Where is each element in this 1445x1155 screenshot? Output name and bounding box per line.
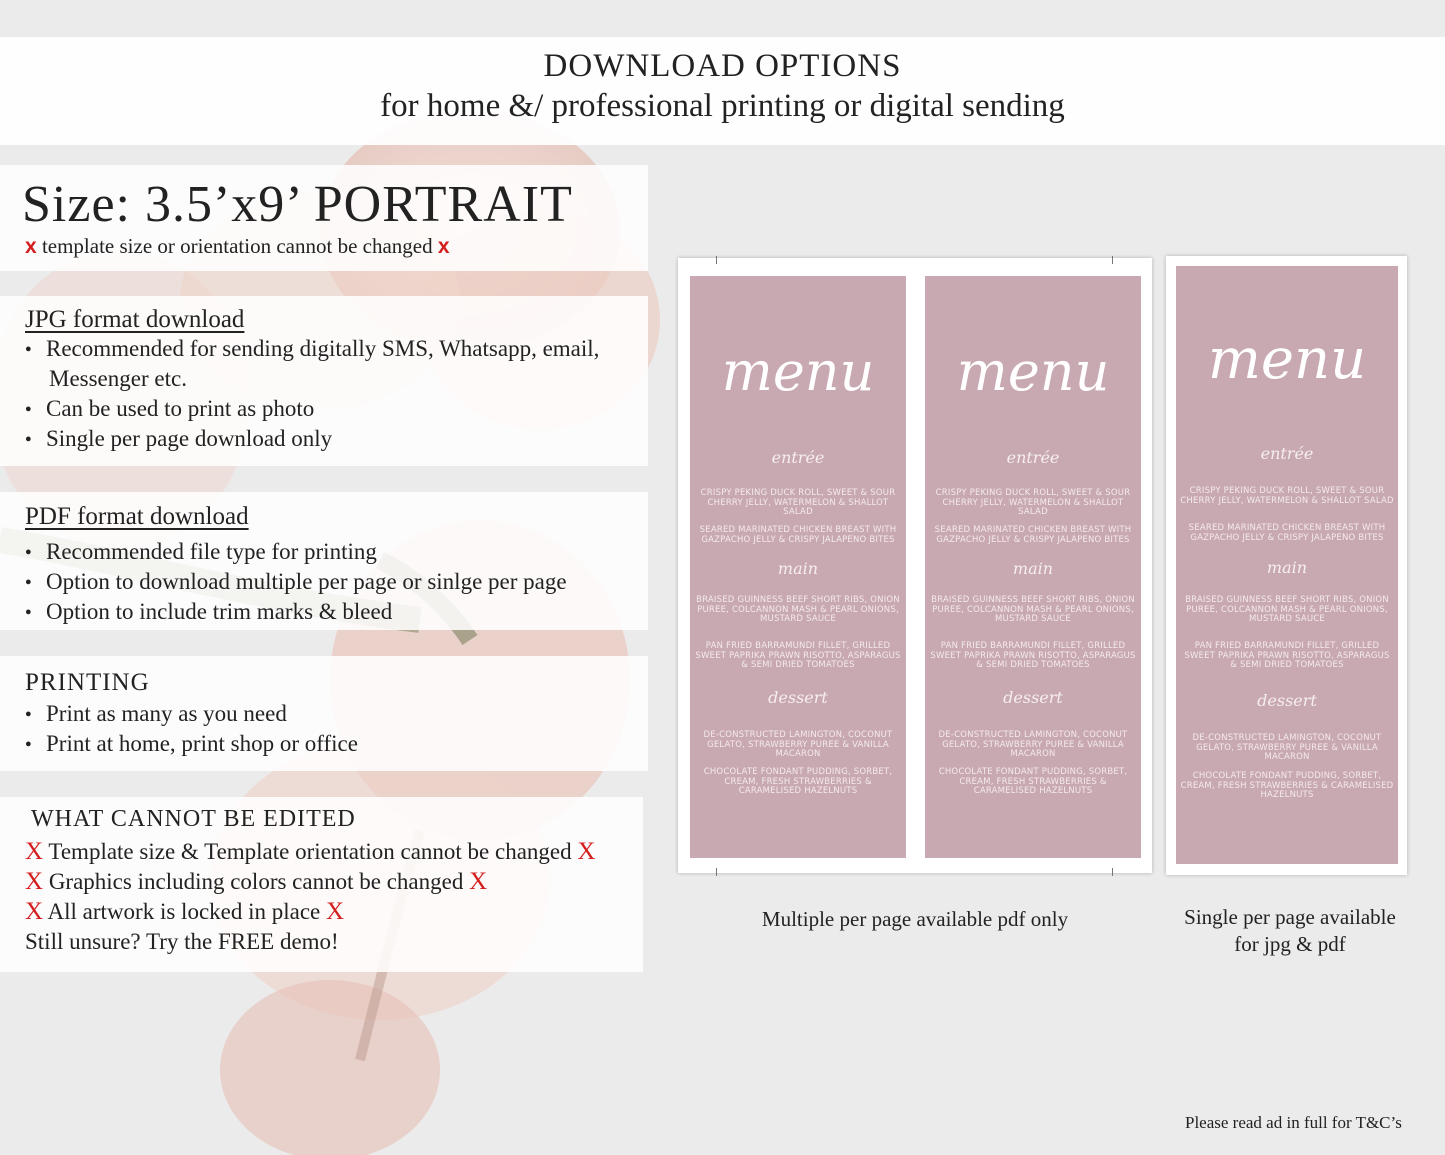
menu-item: PAN FRIED BARRAMUNDI FILLET, GRILLED SWEET PAPRIKA PRAWN RISOTTO, ASPARAGUS & SEMI DRIED TOMATOES xyxy=(930,641,1136,670)
x-mark-icon: X xyxy=(469,868,488,895)
menu-item: DE-CONSTRUCTED LAMINGTON, COCONUT GELATO, STRAWBERRY PUREE & VANILLA MACARON xyxy=(703,730,893,759)
menu-item: SEARED MARINATED CHICKEN BREAST WITH GAZPACHO JELLY & CRISPY JALAPENO BITES xyxy=(699,525,897,545)
list-item-text: Graphics including colors cannot be changed xyxy=(48,869,464,894)
size-panel xyxy=(0,165,648,271)
menu-item: DE-CONSTRUCTED LAMINGTON, COCONUT GELATO, STRAWBERRY PUREE & VANILLA MACARON xyxy=(1192,733,1382,762)
list-item-text: Template size & Template orientation cannot be changed xyxy=(48,839,572,864)
main-heading: main xyxy=(1266,558,1308,577)
edit-title: WHAT CANNOT BE EDITED xyxy=(31,806,356,832)
edit-list xyxy=(25,837,595,957)
demo-note: Still unsure? Try the FREE demo! xyxy=(25,929,339,954)
page-subtitle: for home &/ professional printing or digital sending xyxy=(380,88,1065,124)
main-heading: main xyxy=(1012,559,1054,578)
menu-title xyxy=(925,338,1141,418)
trim-mark xyxy=(1112,868,1113,876)
dessert-heading: dessert xyxy=(1003,688,1063,707)
menu-item: CRISPY PEKING DUCK ROLL, SWEET & SOUR CHERRY JELLY, WATERMELON & SHALLOT SALAD xyxy=(1180,486,1394,506)
menu-item: PAN FRIED BARRAMUNDI FILLET, GRILLED SWEET PAPRIKA PRAWN RISOTTO, ASPARAGUS & SEMI DRIED TOMATOES xyxy=(695,641,901,670)
list-item-text: Recommended for sending digitally SMS, Whatsapp, email, xyxy=(46,336,600,361)
edit-panel xyxy=(0,797,643,972)
printing-title: PRINTING xyxy=(25,669,150,696)
x-mark-icon: x xyxy=(25,235,37,258)
printing-list xyxy=(25,699,358,759)
x-mark-icon: x xyxy=(437,235,450,258)
list-item-text: Messenger etc. xyxy=(49,366,187,391)
menu-item: BRAISED GUINNESS BEEF SHORT RIBS, ONION PUREE, COLCANNON MASH & PEARL ONIONS, MUSTARD SAUCE xyxy=(696,595,900,624)
x-mark-icon: X xyxy=(25,868,44,895)
list-item: ● Option to download multiple per page or sinlge per page xyxy=(25,567,567,597)
svg-text:menu: menu xyxy=(956,340,1110,403)
menu-item: CHOCOLATE FONDANT PUDDING, SORBET, CREAM, FRESH STRAWBERRIES & CARAMELISED HAZELNUTS xyxy=(938,767,1128,796)
x-mark-icon: X xyxy=(326,898,345,925)
list-item: ● Single per page download only xyxy=(25,424,599,454)
size-note xyxy=(25,234,450,259)
size-note-text: template size or orientation cannot be changed xyxy=(36,234,438,258)
svg-text:menu: menu xyxy=(721,340,875,403)
trim-mark xyxy=(716,256,717,264)
single-caption-line: Single per page available xyxy=(1184,905,1396,929)
menu-card xyxy=(690,276,906,858)
trim-mark xyxy=(1112,256,1113,264)
main-heading: main xyxy=(777,559,819,578)
dessert-heading: dessert xyxy=(1257,691,1317,710)
entree-heading: entrée xyxy=(1006,448,1060,467)
list-item: ● Can be used to print as photo xyxy=(25,394,599,424)
list-item: ● Print as many as you need xyxy=(25,699,358,729)
pdf-panel xyxy=(0,492,648,630)
list-item xyxy=(25,837,595,867)
pdf-title: PDF format download xyxy=(25,503,249,530)
x-mark-icon: X xyxy=(25,838,44,865)
x-mark-icon: X xyxy=(25,898,44,925)
list-item-text: All artwork is locked in place xyxy=(47,899,321,924)
entree-heading: entrée xyxy=(1260,444,1314,463)
menu-item: CRISPY PEKING DUCK ROLL, SWEET & SOUR CHERRY JELLY, WATERMELON & SHALLOT SALAD xyxy=(700,488,896,517)
menu-item: CHOCOLATE FONDANT PUDDING, SORBET, CREAM, FRESH STRAWBERRIES & CARAMELISED HAZELNUTS xyxy=(1180,771,1394,800)
menu-item: SEARED MARINATED CHICKEN BREAST WITH GAZPACHO JELLY & CRISPY JALAPENO BITES xyxy=(1188,523,1386,543)
menu-title xyxy=(1176,328,1398,408)
jpg-list xyxy=(25,334,599,454)
page-title: DOWNLOAD OPTIONS xyxy=(543,48,902,84)
list-item: ● Option to include trim marks & bleed xyxy=(25,597,567,627)
list-item: ● Print at home, print shop or office xyxy=(25,729,358,759)
list-item xyxy=(25,334,599,394)
size-title: Size: 3.5’x9’ PORTRAIT xyxy=(22,176,573,233)
svg-text:menu: menu xyxy=(1207,328,1367,392)
menu-item: SEARED MARINATED CHICKEN BREAST WITH GAZPACHO JELLY & CRISPY JALAPENO BITES xyxy=(934,525,1132,545)
menu-item: BRAISED GUINNESS BEEF SHORT RIBS, ONION PUREE, COLCANNON MASH & PEARL ONIONS, MUSTARD SAUCE xyxy=(931,595,1135,624)
menu-title xyxy=(690,338,906,418)
menu-item: PAN FRIED BARRAMUNDI FILLET, GRILLED SWEET PAPRIKA PRAWN RISOTTO, ASPARAGUS & SEMI DRIED TOMATOES xyxy=(1184,641,1390,670)
menu-item: CRISPY PEKING DUCK ROLL, SWEET & SOUR CHERRY JELLY, WATERMELON & SHALLOT SALAD xyxy=(935,488,1131,517)
list-item xyxy=(25,867,595,897)
list-item xyxy=(25,897,595,927)
footer-note: Please read ad in full for T&C’s xyxy=(1185,1113,1402,1132)
single-page-sheet xyxy=(1166,256,1407,875)
menu-item: DE-CONSTRUCTED LAMINGTON, COCONUT GELATO, STRAWBERRY PUREE & VANILLA MACARON xyxy=(938,730,1128,759)
x-mark-icon: X xyxy=(577,838,596,865)
list-item: ● Recommended file type for printing xyxy=(25,537,567,567)
header-banner xyxy=(0,37,1445,145)
entree-heading: entrée xyxy=(771,448,825,467)
menu-item: BRAISED GUINNESS BEEF SHORT RIBS, ONION PUREE, COLCANNON MASH & PEARL ONIONS, MUSTARD SAUCE xyxy=(1185,595,1389,624)
menu-card xyxy=(925,276,1141,858)
single-caption-line: for jpg & pdf xyxy=(1234,932,1346,956)
dessert-heading: dessert xyxy=(768,688,828,707)
menu-card xyxy=(1176,266,1398,864)
printing-panel xyxy=(0,656,648,771)
pdf-list xyxy=(25,537,567,627)
trim-mark xyxy=(716,868,717,876)
multi-page-sheet xyxy=(678,258,1152,873)
jpg-panel xyxy=(0,296,648,466)
menu-item: CHOCOLATE FONDANT PUDDING, SORBET, CREAM, FRESH STRAWBERRIES & CARAMELISED HAZELNUTS xyxy=(703,767,893,796)
jpg-title: JPG format download xyxy=(25,306,245,333)
multi-page-caption: Multiple per page available pdf only xyxy=(761,907,1069,931)
single-page-caption xyxy=(1160,904,1420,958)
